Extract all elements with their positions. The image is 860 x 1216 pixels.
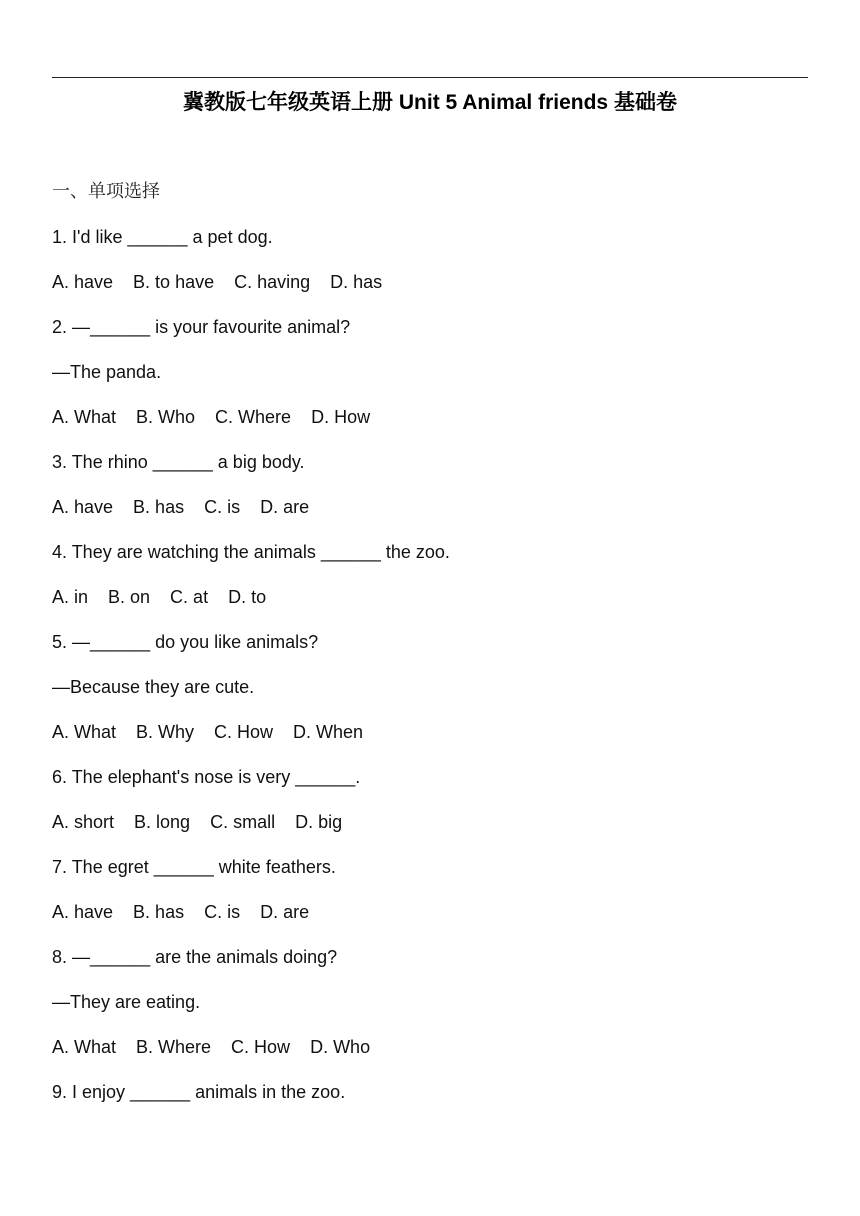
question-7-stem: 7. The egret ______ white feathers.: [52, 857, 336, 877]
question-5-answer-line: —Because they are cute.: [52, 677, 255, 697]
question-7-options: A. have B. has C. is D. are: [52, 902, 310, 922]
question-2-answer-line: —The panda.: [52, 362, 162, 382]
section-heading: 一、单项选择: [52, 181, 160, 201]
question-3-options: A. have B. has C. is D. are: [52, 497, 310, 517]
question-5-options: A. What B. Why C. How D. When: [52, 722, 364, 742]
question-1-options: A. have B. to have C. having D. has: [52, 272, 383, 292]
question-1-stem: 1. I'd like ______ a pet dog.: [52, 227, 273, 247]
question-6-options: A. short B. long C. small D. big: [52, 812, 343, 832]
question-list: [52, 224, 812, 1124]
question-2-stem: 2. —______ is your favourite animal?: [52, 317, 351, 337]
question-2-options: A. What B. Who C. Where D. How: [52, 407, 371, 427]
question-3-stem: 3. The rhino ______ a big body.: [52, 452, 305, 472]
question-8-options: A. What B. Where C. How D. Who: [52, 1037, 371, 1057]
document-title: 冀教版七年级英语上册 Unit 5 Animal friends 基础卷: [183, 91, 677, 114]
question-8-answer-line: —They are eating.: [52, 992, 201, 1012]
header-rule: [52, 77, 808, 78]
question-6-stem: 6. The elephant's nose is very ______.: [52, 767, 361, 787]
question-8-stem: 8. —______ are the animals doing?: [52, 947, 338, 967]
question-9-stem: 9. I enjoy ______ animals in the zoo.: [52, 1082, 346, 1102]
question-4-stem: 4. They are watching the animals ______ the zoo.: [52, 542, 450, 562]
question-5-stem: 5. —______ do you like animals?: [52, 632, 319, 652]
question-4-options: A. in B. on C. at D. to: [52, 587, 267, 607]
